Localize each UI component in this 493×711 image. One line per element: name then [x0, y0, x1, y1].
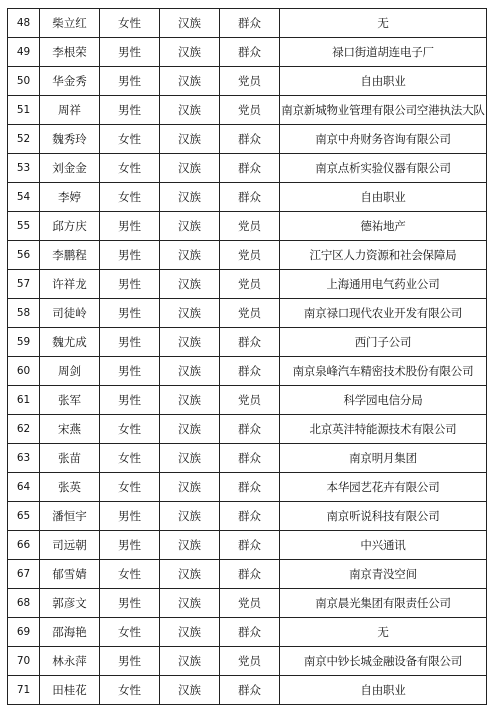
cell-ethnicity: 汉族	[160, 241, 220, 270]
table-row	[8, 299, 487, 328]
table-row	[8, 183, 487, 212]
cell-gender: 男性	[100, 531, 160, 560]
cell-ethnicity: 汉族	[160, 96, 220, 125]
cell-gender: 男性	[100, 502, 160, 531]
cell-political-status: 党员	[220, 299, 280, 328]
cell-gender: 女性	[100, 9, 160, 38]
cell-political-status: 群众	[220, 38, 280, 67]
table-row	[8, 444, 487, 473]
cell-number: 53	[8, 154, 40, 183]
cell-number: 66	[8, 531, 40, 560]
table-row	[8, 328, 487, 357]
cell-name: 柴立红	[40, 9, 100, 38]
cell-organization: 南京晨光集团有限责任公司	[280, 589, 487, 618]
cell-gender: 女性	[100, 415, 160, 444]
cell-ethnicity: 汉族	[160, 67, 220, 96]
cell-political-status: 党员	[220, 647, 280, 676]
cell-organization: 中兴通讯	[280, 531, 487, 560]
cell-political-status: 党员	[220, 589, 280, 618]
cell-number: 57	[8, 270, 40, 299]
cell-gender: 女性	[100, 154, 160, 183]
cell-organization: 自由职业	[280, 67, 487, 96]
cell-gender: 男性	[100, 38, 160, 67]
cell-organization: 南京青没空间	[280, 560, 487, 589]
cell-gender: 男性	[100, 96, 160, 125]
cell-gender: 男性	[100, 647, 160, 676]
table-row	[8, 67, 487, 96]
cell-gender: 女性	[100, 618, 160, 647]
cell-name: 李鹏程	[40, 241, 100, 270]
member-table-body	[8, 9, 487, 705]
cell-name: 李婷	[40, 183, 100, 212]
cell-ethnicity: 汉族	[160, 589, 220, 618]
cell-number: 51	[8, 96, 40, 125]
cell-name: 周祥	[40, 96, 100, 125]
cell-political-status: 群众	[220, 154, 280, 183]
cell-name: 田桂花	[40, 676, 100, 705]
cell-political-status: 群众	[220, 618, 280, 647]
cell-number: 64	[8, 473, 40, 502]
cell-organization: 禄口街道胡连电子厂	[280, 38, 487, 67]
cell-political-status: 群众	[220, 328, 280, 357]
cell-gender: 女性	[100, 444, 160, 473]
cell-gender: 男性	[100, 270, 160, 299]
cell-number: 60	[8, 357, 40, 386]
cell-gender: 男性	[100, 328, 160, 357]
cell-political-status: 群众	[220, 125, 280, 154]
cell-name: 郁雪婧	[40, 560, 100, 589]
cell-number: 61	[8, 386, 40, 415]
cell-ethnicity: 汉族	[160, 647, 220, 676]
cell-number: 70	[8, 647, 40, 676]
cell-political-status: 群众	[220, 415, 280, 444]
cell-name: 魏秀玲	[40, 125, 100, 154]
cell-organization: 南京听说科技有限公司	[280, 502, 487, 531]
cell-organization: 自由职业	[280, 183, 487, 212]
cell-ethnicity: 汉族	[160, 618, 220, 647]
cell-name: 许祥龙	[40, 270, 100, 299]
table-row	[8, 386, 487, 415]
cell-ethnicity: 汉族	[160, 270, 220, 299]
cell-name: 林永萍	[40, 647, 100, 676]
table-row	[8, 9, 487, 38]
cell-political-status: 群众	[220, 502, 280, 531]
cell-ethnicity: 汉族	[160, 212, 220, 241]
cell-political-status: 党员	[220, 96, 280, 125]
cell-number: 69	[8, 618, 40, 647]
cell-name: 刘金金	[40, 154, 100, 183]
cell-gender: 男性	[100, 299, 160, 328]
cell-name: 魏尤成	[40, 328, 100, 357]
table-row	[8, 589, 487, 618]
cell-organization: 南京禄口现代农业开发有限公司	[280, 299, 487, 328]
cell-organization: 上海通用电气药业公司	[280, 270, 487, 299]
table-row	[8, 96, 487, 125]
cell-name: 邱方庆	[40, 212, 100, 241]
cell-ethnicity: 汉族	[160, 444, 220, 473]
cell-ethnicity: 汉族	[160, 38, 220, 67]
cell-number: 56	[8, 241, 40, 270]
cell-organization: 科学园电信分局	[280, 386, 487, 415]
cell-gender: 女性	[100, 473, 160, 502]
cell-number: 59	[8, 328, 40, 357]
cell-name: 潘恒宇	[40, 502, 100, 531]
cell-gender: 男性	[100, 386, 160, 415]
cell-organization: 北京英沣特能源技术有限公司	[280, 415, 487, 444]
table-row	[8, 357, 487, 386]
cell-organization: 江宁区人力资源和社会保障局	[280, 241, 487, 270]
cell-political-status: 党员	[220, 241, 280, 270]
table-row	[8, 212, 487, 241]
cell-number: 48	[8, 9, 40, 38]
cell-number: 52	[8, 125, 40, 154]
cell-organization: 南京明月集团	[280, 444, 487, 473]
cell-organization: 南京点析实验仪器有限公司	[280, 154, 487, 183]
cell-organization: 自由职业	[280, 676, 487, 705]
cell-political-status: 党员	[220, 386, 280, 415]
cell-ethnicity: 汉族	[160, 502, 220, 531]
cell-political-status: 群众	[220, 9, 280, 38]
table-row	[8, 618, 487, 647]
cell-ethnicity: 汉族	[160, 154, 220, 183]
cell-organization: 无	[280, 618, 487, 647]
cell-gender: 女性	[100, 125, 160, 154]
cell-gender: 女性	[100, 676, 160, 705]
cell-ethnicity: 汉族	[160, 125, 220, 154]
cell-number: 65	[8, 502, 40, 531]
cell-political-status: 群众	[220, 444, 280, 473]
cell-political-status: 党员	[220, 67, 280, 96]
cell-ethnicity: 汉族	[160, 386, 220, 415]
table-row	[8, 647, 487, 676]
table-row	[8, 560, 487, 589]
cell-number: 62	[8, 415, 40, 444]
cell-political-status: 群众	[220, 560, 280, 589]
cell-ethnicity: 汉族	[160, 676, 220, 705]
member-table	[7, 8, 487, 705]
cell-number: 50	[8, 67, 40, 96]
table-row	[8, 473, 487, 502]
cell-name: 司远朝	[40, 531, 100, 560]
cell-number: 68	[8, 589, 40, 618]
cell-ethnicity: 汉族	[160, 415, 220, 444]
cell-organization: 南京中舟财务咨询有限公司	[280, 125, 487, 154]
cell-name: 张英	[40, 473, 100, 502]
cell-name: 宋燕	[40, 415, 100, 444]
cell-ethnicity: 汉族	[160, 328, 220, 357]
cell-number: 63	[8, 444, 40, 473]
cell-gender: 男性	[100, 589, 160, 618]
cell-ethnicity: 汉族	[160, 183, 220, 212]
cell-name: 张苗	[40, 444, 100, 473]
cell-organization: 南京中钞长城金融设备有限公司	[280, 647, 487, 676]
cell-political-status: 党员	[220, 270, 280, 299]
cell-name: 张军	[40, 386, 100, 415]
cell-name: 华金秀	[40, 67, 100, 96]
cell-gender: 男性	[100, 212, 160, 241]
cell-number: 71	[8, 676, 40, 705]
cell-political-status: 党员	[220, 212, 280, 241]
cell-ethnicity: 汉族	[160, 531, 220, 560]
cell-organization: 南京新城物业管理有限公司空港执法大队	[280, 96, 487, 125]
table-row	[8, 531, 487, 560]
cell-name: 周剑	[40, 357, 100, 386]
cell-organization: 德祐地产	[280, 212, 487, 241]
cell-name: 邵海艳	[40, 618, 100, 647]
cell-number: 54	[8, 183, 40, 212]
cell-gender: 女性	[100, 183, 160, 212]
cell-gender: 男性	[100, 241, 160, 270]
cell-organization: 南京泉峰汽车精密技术股份有限公司	[280, 357, 487, 386]
table-row	[8, 415, 487, 444]
table-row	[8, 270, 487, 299]
cell-political-status: 群众	[220, 183, 280, 212]
cell-political-status: 群众	[220, 473, 280, 502]
cell-ethnicity: 汉族	[160, 299, 220, 328]
table-row	[8, 154, 487, 183]
cell-number: 55	[8, 212, 40, 241]
cell-ethnicity: 汉族	[160, 9, 220, 38]
table-row	[8, 125, 487, 154]
cell-gender: 男性	[100, 67, 160, 96]
cell-number: 58	[8, 299, 40, 328]
cell-organization: 西门子公司	[280, 328, 487, 357]
cell-ethnicity: 汉族	[160, 473, 220, 502]
table-row	[8, 38, 487, 67]
cell-political-status: 群众	[220, 531, 280, 560]
cell-gender: 男性	[100, 357, 160, 386]
cell-name: 司徒岭	[40, 299, 100, 328]
table-row	[8, 502, 487, 531]
cell-political-status: 群众	[220, 676, 280, 705]
cell-number: 49	[8, 38, 40, 67]
cell-gender: 女性	[100, 560, 160, 589]
cell-number: 67	[8, 560, 40, 589]
cell-organization: 无	[280, 9, 487, 38]
cell-ethnicity: 汉族	[160, 560, 220, 589]
cell-ethnicity: 汉族	[160, 357, 220, 386]
cell-political-status: 群众	[220, 357, 280, 386]
table-row	[8, 676, 487, 705]
cell-name: 李根荣	[40, 38, 100, 67]
cell-organization: 本华园艺花卉有限公司	[280, 473, 487, 502]
cell-name: 郭彦文	[40, 589, 100, 618]
table-row	[8, 241, 487, 270]
